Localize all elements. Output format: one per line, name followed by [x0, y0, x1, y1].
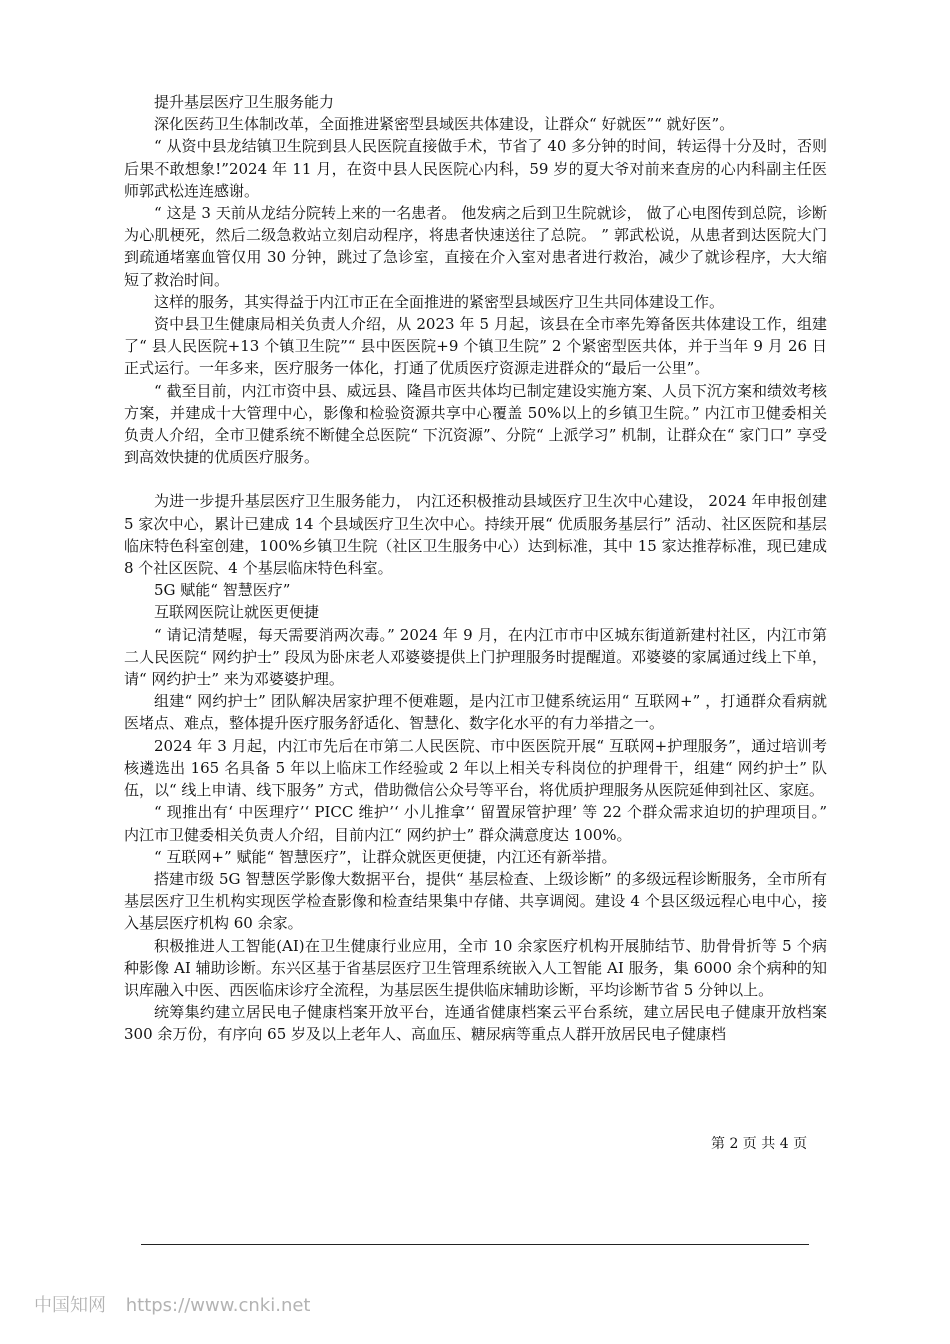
paragraph: 组建“ 网约护士” 团队解决居家护理不便难题，是内江市卫健系统运用“ 互联网+” ，打通群众看病就医堵点、难点，整体提升医疗服务舒适化、智慧化、数字化水平的有力举措之一。 [124, 692, 827, 733]
paragraph: 统筹集约建立居民电子健康档案开放平台，连通省健康档案云平台系统，建立居民电子健康开放档案 300 余万份，有序向 65 岁及以上老年人、高血压、糖尿病等重点人群开放居民电子健康档 [124, 1003, 827, 1044]
section-heading: 提升基层医疗卫生服务能力 [154, 93, 335, 111]
article-body [124, 91, 827, 1046]
paragraph: “ 从资中县龙结镇卫生院到县人民医院直接做手术，节省了 40 多分钟的时间，转运得十分及时，否则后果不敢想象!”2024 年 11 月，在资中县人民医院心内科，59 岁的夏大爷对前来查房的心内科副主任医师郭武松连连感谢。 [124, 137, 827, 200]
paragraph: “ 这是 3 天前从龙结分院转上来的一名患者。 他发病之后到卫生院就诊， 做了心电图传到总院，诊断为心肌梗死，然后二级急救站立刻启动程序，将患者快速送往了总院。 ” 郭武松说，从患者到达医院大门到疏通堵塞血管仅用 30 分钟，跳过了急诊室，直接在介入室对患者进行救治，减少了就诊程序，大大缩短了救治时间。 [124, 204, 827, 289]
section-subheading: 互联网医院让就医更便捷 [154, 603, 320, 622]
paragraph: “ 请记清楚喔，每天需要消两次毒。” 2024 年 9 月，在内江市市中区城东街道新建村社区，内江市第二人民医院“ 网约护士” 段凤为卧床老人邓婆婆提供上门护理服务时提醒道。邓婆婆的家属通过线上下单，请“ 网约护士” 来为邓婆婆护理。 [124, 625, 827, 689]
paragraph: “ 互联网+” 赋能“ 智慧医疗”，让群众就医更便捷，内江还有新举措。 [154, 847, 617, 866]
cnki-watermark [34, 1294, 310, 1318]
watermark-brand: 中国知网 [34, 1295, 106, 1316]
paragraph: 深化医药卫生体制改革，全面推进紧密型县域医共体建设，让群众“ 好就医”“ 就好医”。 [154, 115, 735, 134]
paragraph: 这样的服务，其实得益于内江市正在全面推进的紧密型县域医疗卫生共同体建设工作。 [154, 292, 725, 311]
page-number: 第 2 页 共 4 页 [711, 1136, 808, 1152]
section-heading: 5G 赋能“ 智慧医疗” [154, 581, 291, 600]
paragraph: 资中县卫生健康局相关负责人介绍，从 2023 年 5 月起，该县在全市率先筹备医共体建设工作，组建了“ 县人民医院+13 个镇卫生院”“ 县中医医院+9 个镇卫生院” 2 个紧密型医共体，并于当年 9 月 26 日正式运行。一年多来，医疗服务一体化，打通了优质医疗资源走进群众的“最后一公里”。 [124, 315, 827, 378]
paragraph: “ 现推出有‘ 中医理疗’‘ PICC 维护’‘ 小儿推拿’‘ 留置尿管护理’ 等 22 个群众需求迫切的护理项目。” 内江市卫健委相关负责人介绍，目前内江“ 网约护士” 群众满意度达 100%。 [124, 803, 827, 844]
footer-divider [141, 1244, 809, 1245]
paragraph: 积极推进人工智能(AI)在卫生健康行业应用，全市 10 余家医疗机构开展肺结节、肋骨骨折等 5 个病种影像 AI 辅助诊断。东兴区基于省基层医疗卫生管理系统嵌入人工智能 AI 服务，集 6000 余个病种的知识库融入中医、西医临床诊疗全流程，为基层医生提供临床辅助诊断，平均诊断节省 5 分钟以上。 [124, 936, 827, 999]
paragraph: “ 截至目前，内江市资中县、威远县、隆昌市医共体均已制定建设实施方案、人员下沉方案和绩效考核方案，并建成十大管理中心，影像和检验资源共享中心覆盖 50%以上的乡镇卫生院。” 内江市卫健委相关负责人介绍，全市卫健系统不断健全总医院“ 下沉资源”、分院“ 上派学习” 机制，让群众在“ 家门口” 享受到高效快捷的优质医疗服务。 [124, 381, 827, 467]
watermark-url: https://www.cnki.net [125, 1295, 311, 1316]
paragraph: 2024 年 3 月起，内江市先后在市第二人民医院、市中医医院开展“ 互联网+护理服务”，通过培训考核遴选出 165 名具备 5 年以上临床工作经验或 2 年以上相关专科岗位的护理骨干，组建“ 网约护士” 队伍，以“ 线上申请、线下服务” 方式，借助微信公众号等平台，将优质护理服务从医院延伸到社区、家庭。 [124, 736, 827, 800]
paragraph: 搭建市级 5G 智慧医学影像大数据平台，提供“ 基层检查、上级诊断” 的多级远程诊断服务，全市所有基层医疗卫生机构实现医学检查影像和检查结果集中存储、共享调阅。建设 4 个县区级远程心电中心，接入基层医疗机构 60 余家。 [124, 869, 827, 933]
paragraph: 为进一步提升基层医疗卫生服务能力， 内江还积极推动县域医疗卫生次中心建设， 2024 年申报创建 5 家次中心，累计已建成 14 个县域医疗卫生次中心。持续开展“ 优质服务基层行” 活动、社区医院和基层临床特色科室创建，100%乡镇卫生院（社区卫生服务中心）达到标准，其中 15 家达推荐标准，现已建成 8 个社区医院、4 个基层临床特色科室。 [124, 492, 827, 578]
